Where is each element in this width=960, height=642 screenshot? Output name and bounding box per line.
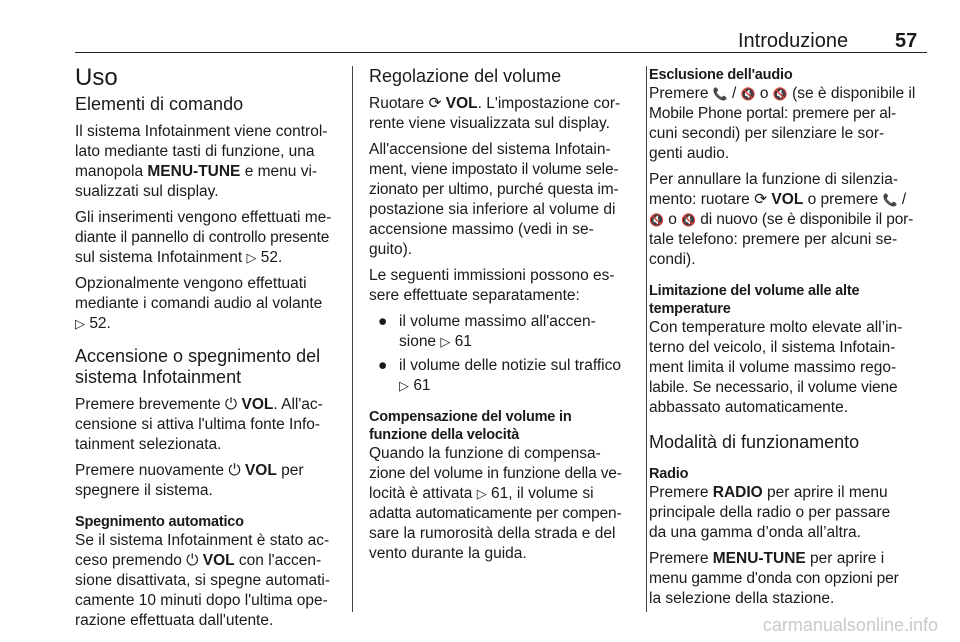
section-title-uso: Uso — [75, 64, 118, 91]
subsection-title-regolazione: Regolazione del volume — [369, 66, 562, 86]
volume-knob-icon: ⟳ — [428, 95, 442, 112]
keyword-vol: VOL — [244, 462, 277, 479]
bullet-list — [369, 312, 641, 396]
paragraph: Premere MENU-TUNE per aprire i menu gamme d'onda con opzioni per la selezione della stazione. — [649, 550, 899, 607]
keyword-radio: RADIO — [712, 484, 763, 501]
page-reference-link[interactable]: 52. — [89, 315, 111, 332]
subsection-title-compensazione: Compensazione del volume in funzione della velocità — [369, 409, 572, 443]
paragraph: Quando la funzione di compensa- zione del volume in funzione della ve- locità è attivata ▷ 61, il volume si adatta automaticamente per compen- sare la rumorosità della strada e del vento durante la guida. — [369, 445, 622, 562]
paragraph: Premere 📞 / 🔇 o 🔇 (se è disponibile il Mobile Phone portal: premere per al- cuni secondi) per silenziare le sor- genti audio. — [649, 85, 916, 162]
reference-arrow-icon: ▷ — [399, 378, 409, 393]
phone-icon: 📞 — [882, 193, 898, 207]
keyword-menu-tune: MENU-TUNE — [147, 163, 241, 180]
keyword-vol: VOL — [445, 95, 478, 112]
paragraph: Opzionalmente vengono effettuati mediante i comandi audio al volante ▷ 52. — [75, 275, 323, 332]
reference-arrow-icon: ▷ — [440, 334, 451, 349]
page-reference-link[interactable]: 52. — [260, 249, 283, 266]
subsection-title-modalita: Modalità di funzionamento — [649, 432, 860, 452]
power-icon: ⏻ — [224, 396, 238, 413]
column-divider-left — [352, 66, 353, 612]
paragraph: Per annullare la funzione di silenzia- mento: ruotare ⟳ VOL o premere 📞 / 🔇 o 🔇 di nuovo (se è disponibile il por- tale telefono: premere per alcuni se- condi). — [649, 171, 914, 268]
keyword-menu-tune: MENU-TUNE — [712, 550, 806, 567]
paragraph: Premere nuovamente ⏻ VOL per spegnere il sistema. — [75, 462, 304, 499]
page-reference-link[interactable]: 61 — [454, 333, 472, 350]
paragraph: Ruotare ⟳ VOL. L'impostazione cor- rente viene visualizzata sul display. — [369, 95, 621, 132]
power-icon: ⏻ — [186, 552, 199, 569]
paragraph: Le seguenti immissioni possono es- sere effettuate separatamente: — [369, 267, 615, 304]
list-item: ● il volume massimo all'accen- sione ▷ 61 — [378, 313, 596, 350]
keyword-vol: VOL — [241, 396, 274, 413]
paragraph: Premere brevemente ⏻ VOL. All'ac- censione si attiva l'ultima fonte Info- tainment selezionata. — [75, 396, 323, 453]
reference-arrow-icon: ▷ — [476, 486, 487, 501]
keyword-vol: VOL — [771, 191, 804, 208]
paragraph: Con temperature molto elevate all’in- terno del veicolo, il sistema Infotain- ment limita il volume massimo rego- labile. Se necessario, il volume viene abbassato automaticamente. — [649, 319, 903, 416]
page-number: 57 — [895, 30, 918, 52]
column-2 — [369, 64, 641, 570]
list-item: ● il volume delle notizie sul traffico ▷ 61 — [378, 357, 621, 394]
subsection-title-radio: Radio — [649, 466, 689, 482]
paragraph: All'accensione del sistema Infotain- ment, viene impostato il volume sele- zionato per ultimo, purché questa im- postazione sia inferiore al volume di accensione massimo (vedi in se- guito). — [369, 141, 619, 258]
reference-arrow-icon: ▷ — [75, 316, 85, 331]
reference-arrow-icon: ▷ — [246, 250, 257, 265]
chapter-title: Introduzione — [738, 30, 849, 52]
paragraph: Gli inserimenti vengono effettuati me- diante il pannello di controllo presente sul sistema Infotainment ▷ 52. — [75, 209, 332, 266]
column-divider-right — [646, 66, 647, 612]
keyword-vol: VOL — [202, 552, 235, 569]
subsection-title-esclusione: Esclusione dell'audio — [649, 67, 793, 83]
page-reference-link[interactable]: 61, il volume si — [491, 485, 594, 502]
mute-icon: 🔇 — [649, 213, 664, 227]
page-header — [75, 26, 927, 53]
volume-knob-icon: ⟳ — [754, 191, 768, 208]
column-3 — [649, 64, 929, 615]
mute-icon: 🔇 — [681, 213, 697, 227]
subsection-title-elementi: Elementi di comando — [75, 94, 244, 114]
bullet-icon: ● — [378, 357, 388, 374]
paragraph: Se il sistema Infotainment è stato ac- ceso premendo ⏻ VOL con l'accen- sione disattivata, si spegne automati- camente 10 minuti dopo l'ultima ope- razione effettuata dall'utente. — [75, 532, 331, 629]
watermark: carmanualsonline.info — [762, 615, 938, 635]
mute-icon: 🔇 — [772, 87, 788, 101]
power-icon: ⏻ — [228, 462, 241, 479]
page-reference-link[interactable]: 61 — [413, 377, 431, 394]
phone-icon: 📞 — [712, 87, 728, 101]
subsection-title-limitazione: Limitazione del volume alle alte temperature — [649, 283, 860, 317]
paragraph: Premere RADIO per aprire il menu principale della radio o per passare da una gamma d’onda all’altra. — [649, 484, 891, 541]
mute-icon: 🔇 — [740, 87, 756, 101]
column-1 — [75, 64, 347, 637]
paragraph: Il sistema Infotainment viene control- lato mediante tasti di funzione, una manopola MENU-TUNE e menu vi- sualizzati sul display. — [75, 123, 328, 200]
bullet-icon: ● — [378, 313, 388, 330]
subsection-title-accensione: Accensione o spegnimento del sistema Infotainment — [75, 346, 321, 387]
subsection-title-spegnimento: Spegnimento automatico — [75, 514, 244, 530]
